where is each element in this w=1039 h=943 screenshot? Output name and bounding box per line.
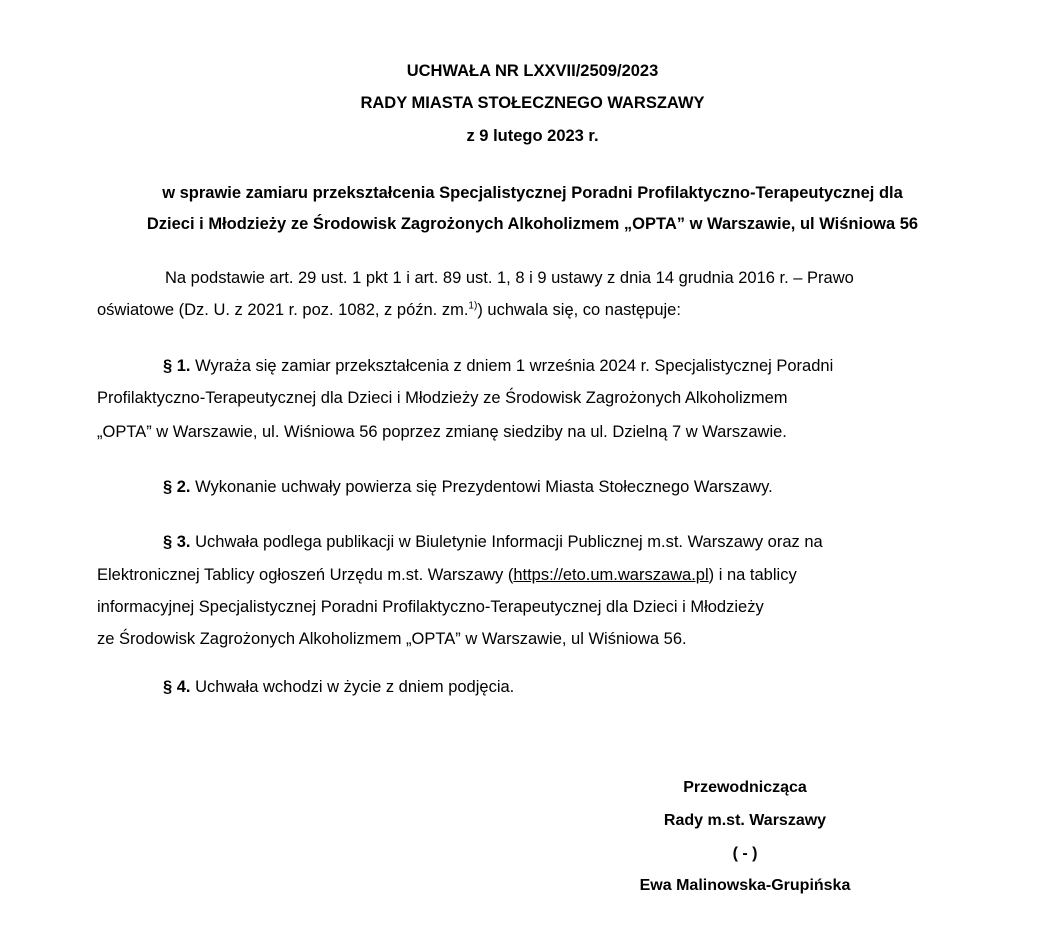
signature-body: Rady m.st. Warszawy xyxy=(663,812,827,829)
section-2-label: § 2. xyxy=(163,478,191,496)
section-2 xyxy=(163,478,773,497)
section-1-text: Wyraża się zamiar przekształcenia z dniem 1 września 2024 r. Specjalistycznej Poradni xyxy=(190,357,834,375)
preamble-line-2 xyxy=(97,301,681,320)
section-1-line-1 xyxy=(163,357,833,376)
section-3-line-4: ze Środowisk Zagrożonych Alkoholizmem „OPTA” w Warszawie, ul Wiśniowa 56. xyxy=(97,630,687,648)
council-name: RADY MIASTA STOŁECZNEGO WARSZAWY xyxy=(360,94,705,112)
signature-name: Ewa Malinowska-Grupińska xyxy=(639,877,851,894)
section-4-text: Uchwała wchodzi w życie z dniem podjęcia. xyxy=(190,678,515,696)
section-3-text: Uchwała podlega publikacji w Biuletynie Informacji Publicznej m.st. Warszawy oraz na xyxy=(190,533,823,551)
section-4-label: § 4. xyxy=(163,678,191,696)
section-1-line-3: „OPTA” w Warszawie, ul. Wiśniowa 56 poprzez zmianę siedziby na ul. Dzielną 7 w Warszawie. xyxy=(97,423,787,441)
section-3-text-a: Elektronicznej Tablicy ogłoszeń Urzędu m.st. Warszawy ( xyxy=(97,566,514,584)
preamble-line-1: Na podstawie art. 29 ust. 1 pkt 1 i art. 89 ust. 1, 8 i 9 ustawy z dnia 14 grudnia 2016 r. – Prawo xyxy=(165,269,854,287)
resolution-date: z 9 lutego 2023 r. xyxy=(466,127,599,145)
subject-line-2: Dzieci i Młodzieży ze Środowisk Zagrożonych Alkoholizmem „OPTA” w Warszawie, ul Wiśniowa 56 xyxy=(146,215,919,233)
section-3-label: § 3. xyxy=(163,533,191,551)
preamble-text-b: ) uchwala się, co następuje: xyxy=(477,301,681,319)
section-3-text-b: ) i na tablicy xyxy=(708,566,797,584)
eto-link[interactable]: https://eto.um.warszawa.pl xyxy=(513,566,709,584)
section-1-label: § 1. xyxy=(163,357,191,375)
section-1-line-2: Profilaktyczno-Terapeutycznej dla Dzieci i Młodzieży ze Środowisk Zagrożonych Alkoholizmem xyxy=(97,389,788,407)
footnote-marker: 1) xyxy=(468,300,478,312)
signature-role: Przewodnicząca xyxy=(683,779,807,796)
resolution-number: UCHWAŁA NR LXXVII/2509/2023 xyxy=(406,62,659,80)
section-2-text: Wykonanie uchwały powierza się Prezydentowi Miasta Stołecznego Warszawy. xyxy=(190,478,773,496)
subject-line-1: w sprawie zamiaru przekształcenia Specjalistycznej Poradni Profilaktyczno-Terapeutycznej dla xyxy=(162,184,903,202)
section-3-line-3: informacyjnej Specjalistycznej Poradni Profilaktyczno-Terapeutycznej dla Dzieci i Młodzieży xyxy=(97,598,764,616)
preamble-text-a: oświatowe (Dz. U. z 2021 r. poz. 1082, z późn. zm. xyxy=(97,301,469,319)
section-3-line-2 xyxy=(97,566,797,585)
signature-mark: ( - ) xyxy=(732,845,758,862)
section-3-line-1 xyxy=(163,533,823,552)
section-4 xyxy=(163,678,514,697)
